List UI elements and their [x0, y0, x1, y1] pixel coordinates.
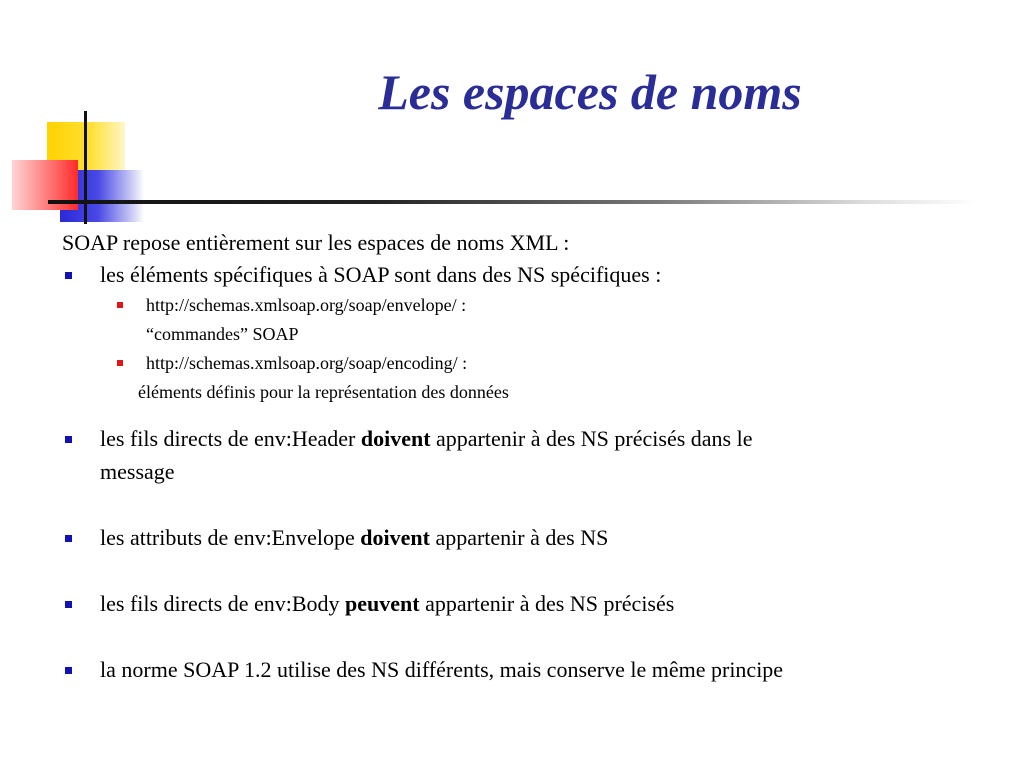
bullet-emphasis: peuvent: [345, 591, 420, 616]
square-bullet-icon: [117, 302, 123, 308]
bullet-item: [62, 587, 1012, 620]
namespace-url: http://schemas.xmlsoap.org/soap/encoding/ :: [146, 353, 468, 373]
square-bullet-icon: [65, 535, 72, 542]
bullet-text-pre: les fils directs de env:Header: [100, 426, 361, 451]
square-bullet-icon: [65, 436, 72, 443]
bullet-text-pre: les attributs de env:Envelope: [100, 525, 361, 550]
bullet-text-post: appartenir à des NS précisés dans le: [430, 426, 753, 451]
slide-title: Les espaces de noms: [378, 64, 802, 120]
sub-bullet-description: [62, 319, 1012, 349]
square-bullet-icon: [65, 601, 72, 608]
bullet-text: la norme SOAP 1.2 utilise des NS différents, mais conserve le même principe: [100, 657, 784, 682]
sub-bullet-description: [62, 377, 1012, 407]
title-underline: [48, 200, 978, 204]
bullet-text-post: appartenir à des NS précisés: [419, 591, 675, 616]
bullet-continuation: [62, 455, 1012, 488]
bullet-item: [62, 521, 1012, 554]
bullet-item: [62, 258, 1012, 291]
bullet-text-post: appartenir à des NS: [429, 525, 609, 550]
decorative-vertical-line: [84, 111, 87, 224]
square-bullet-icon: [65, 667, 72, 674]
bullet-text: les éléments spécifiques à SOAP sont dans des NS spécifiques :: [100, 262, 662, 287]
square-bullet-icon: [117, 360, 123, 366]
namespace-url: http://schemas.xmlsoap.org/soap/envelope/ :: [146, 295, 467, 315]
sub-bullet-description-text: éléments définis pour la représentation des données: [138, 382, 509, 402]
sub-bullet-item: [62, 291, 1012, 319]
bullet-item: [62, 422, 1012, 455]
sub-bullet-item: [62, 349, 1012, 377]
bullet-item: [62, 653, 1012, 686]
bullet-emphasis: doivent: [360, 426, 431, 451]
square-bullet-icon: [65, 272, 72, 279]
bullet-continuation-text: message: [100, 459, 175, 484]
bullet-text-pre: les fils directs de env:Body: [100, 591, 346, 616]
intro-text: SOAP repose entièrement sur les espaces de noms XML :: [62, 230, 570, 255]
bullet-emphasis: doivent: [360, 525, 430, 550]
sub-bullet-description-text: “commandes” SOAP: [146, 324, 299, 344]
slide-body: [62, 228, 1012, 686]
